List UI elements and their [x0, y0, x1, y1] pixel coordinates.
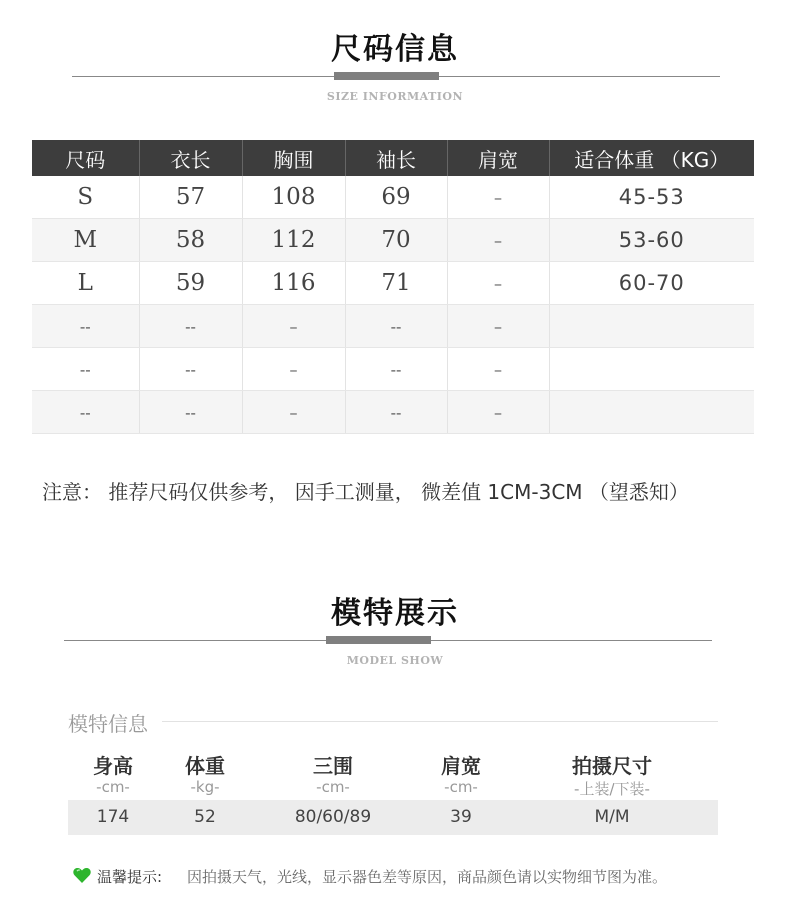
table-cell: 70 — [345, 219, 447, 262]
model-col-measurements-label: 三围 — [313, 754, 353, 778]
table-cell: -- — [32, 305, 139, 348]
table-cell: -- — [139, 305, 242, 348]
table-cell: 53-60 — [549, 219, 754, 262]
header-sleeve: 袖长 — [345, 140, 447, 176]
table-cell: 116 — [242, 262, 345, 305]
table-cell: – — [447, 305, 549, 348]
model-col-measurements-unit: -cm- — [316, 778, 350, 796]
model-col-height-unit: -cm- — [96, 778, 130, 796]
table-cell: 60-70 — [549, 262, 754, 305]
table-cell: -- — [32, 348, 139, 391]
model-col-shoulder-unit: -cm- — [444, 778, 478, 796]
model-section-title: 模特展示 — [331, 596, 459, 631]
table-row — [32, 176, 754, 219]
table-cell: – — [447, 219, 549, 262]
size-table-header-row — [32, 140, 754, 176]
header-size: 尺码 — [32, 140, 139, 176]
table-row — [32, 348, 754, 391]
table-cell: – — [242, 391, 345, 434]
table-cell: S — [32, 176, 139, 219]
table-row — [32, 219, 754, 262]
table-cell: 71 — [345, 262, 447, 305]
table-cell — [549, 391, 754, 434]
green-heart-icon — [72, 865, 92, 885]
title-accent-bar — [334, 72, 439, 80]
header-weight: 适合体重 （KG） — [549, 140, 754, 176]
table-cell: – — [447, 176, 549, 219]
table-cell: – — [447, 348, 549, 391]
table-cell: 108 — [242, 176, 345, 219]
table-cell — [549, 305, 754, 348]
model-height-value: 174 — [96, 807, 130, 827]
model-col-size-label: 拍摄尺寸 — [572, 754, 652, 778]
table-row — [32, 305, 754, 348]
size-section-subtitle: SIZE INFORMATION — [326, 90, 464, 103]
table-cell: 58 — [139, 219, 242, 262]
model-section-subtitle: MODEL SHOW — [346, 654, 444, 667]
model-measurements-value: 80/60/89 — [294, 807, 372, 827]
table-cell: -- — [139, 391, 242, 434]
table-cell: -- — [139, 348, 242, 391]
header-chest: 胸围 — [242, 140, 345, 176]
table-cell: -- — [32, 391, 139, 434]
table-cell: -- — [345, 391, 447, 434]
table-cell: 59 — [139, 262, 242, 305]
table-cell: – — [447, 262, 549, 305]
model-col-shoulder-label: 肩宽 — [441, 754, 481, 778]
tip-label: 温馨提示: — [97, 868, 163, 886]
model-shoulder-value: 39 — [450, 807, 472, 827]
table-cell: 45-53 — [549, 176, 754, 219]
table-cell: – — [447, 391, 549, 434]
table-cell: 112 — [242, 219, 345, 262]
table-cell: M — [32, 219, 139, 262]
table-cell: L — [32, 262, 139, 305]
size-note: 注意： 推荐尺码仅供参考， 因手工测量， 微差值 1CM-3CM （望悉知） — [42, 480, 689, 504]
title-accent-bar — [326, 636, 431, 644]
table-cell: 69 — [345, 176, 447, 219]
table-cell: – — [242, 305, 345, 348]
table-cell: 57 — [139, 176, 242, 219]
table-row — [32, 262, 754, 305]
model-col-weight-label: 体重 — [185, 754, 225, 778]
model-col-height-label: 身高 — [93, 754, 133, 778]
table-cell: -- — [345, 305, 447, 348]
model-info-title: 模特信息 — [68, 712, 148, 736]
model-weight-value: 52 — [194, 807, 216, 827]
size-table — [32, 140, 754, 434]
table-row — [32, 391, 754, 434]
tip-text: 因拍摄天气，光线，显示器色差等原因，商品颜色请以实物细节图为准。 — [187, 868, 668, 886]
table-cell: -- — [345, 348, 447, 391]
size-section-title: 尺码信息 — [331, 32, 459, 67]
model-col-weight-unit: -kg- — [190, 778, 220, 796]
header-shoulder: 肩宽 — [447, 140, 549, 176]
model-col-size-unit: -上装/下装- — [574, 780, 650, 798]
header-length: 衣长 — [139, 140, 242, 176]
model-info-divider — [162, 721, 718, 722]
model-size-value: M/M — [594, 807, 630, 827]
table-cell — [549, 348, 754, 391]
table-cell: – — [242, 348, 345, 391]
